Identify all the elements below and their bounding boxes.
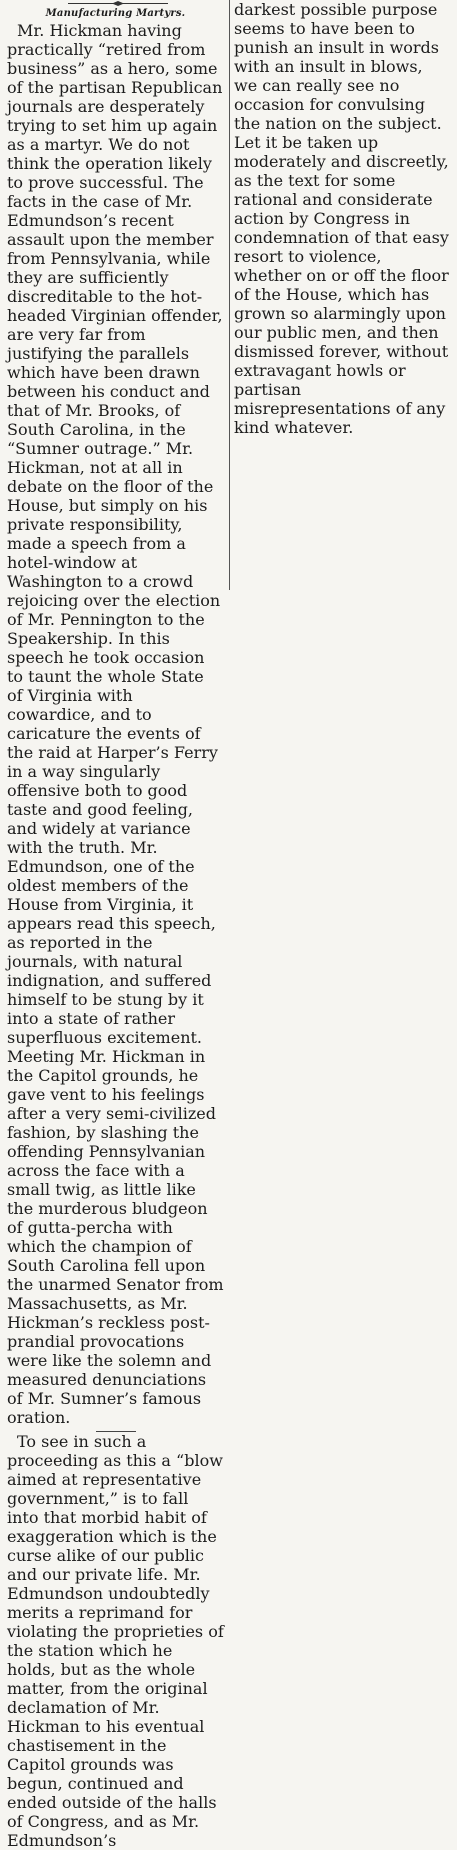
column-rule (229, 0, 230, 590)
article-paragraph: Mr. Hickman having practically “retired from business” as a hero, some of the partisan Republican journals are desperately trying to set him up again as a martyr. We do not think the operation likely to prove successful. The facts in the case of Mr. Edmundson’s recent assault upon the member from Pennsylvania, while they are sufficiently discreditable to the hot-headed Virginian offender, are very far from justifying the parallels which have been drawn between his conduct and that of Mr. Brooks, of South Carolina, in the “Sumner outrage.” Mr. Hickman, not at all in debate on the floor of the House, but simply on his private responsibility, made a speech from a hotel-window at Washington to a crowd rejoicing over the election of Mr. Pennington to the Speakership. In this speech he took occasion to taunt the whole State of Virginia with cowardice, and to caricature the events of the raid at Harper’s Ferry in a way singularly offensive both to good taste and good feeling, and widely at variance with the truth. Mr. Edmundson, one of the oldest members of the House from Virginia, it appears read this speech, as reported in the journals, with natural indignation, and suffered himself to be stung by it into a state of rather superfluous excitement. Meeting Mr. Hickman in the Capitol grounds, he gave vent to his feelings after a very semi-civilized fashion, by slashing the offending Pennsylvanian across the face with a small twig, as little like the murderous bludgeon of gutta-percha with which the champion of South Carolina fell upon the unarmed Senator from Massachusetts, as Mr. Hickman’s reckless post-prandial provocations were like the solemn and measured denunciations of Mr. Sumner’s famous oration. (7, 21, 224, 1427)
article-paragraph: darkest possible purpose seems to have been to punish an insult in words with an insult in blows, we can really see no occasion for convulsing the nation on the subject. Let it be taken up moderately and discreetly, as the text for some rational and considerate action by Congress in condemnation of that easy resort to violence, whether on or off the floor of the House, which has grown so alarmingly upon our public men, and then dismissed forever, without extravagant howls or partisan misrepresentations of any kind whatever. (234, 0, 449, 437)
ornamental-rule (68, 2, 168, 5)
article-left-column (7, 21, 224, 1850)
article-right-column (234, 0, 450, 437)
article-headline: Manufacturing Martyrs. (45, 8, 186, 19)
article-paragraph: To see in such a proceeding as this a “blow aimed at representative government,” is to fall into that morbid habit of exaggeration which is the curse alike of our public and our private life. Mr. Edmundson undoubtedly merits a reprimand for violating the proprieties of the station which he holds, but as the whole matter, from the original declamation of Mr. Hickman to his eventual chastisement in the Capitol grounds was begun, continued and ended outside of the halls of Congress, and as Mr. Edmundson’s (7, 1432, 224, 1850)
ornament-diamond (112, 1, 124, 6)
